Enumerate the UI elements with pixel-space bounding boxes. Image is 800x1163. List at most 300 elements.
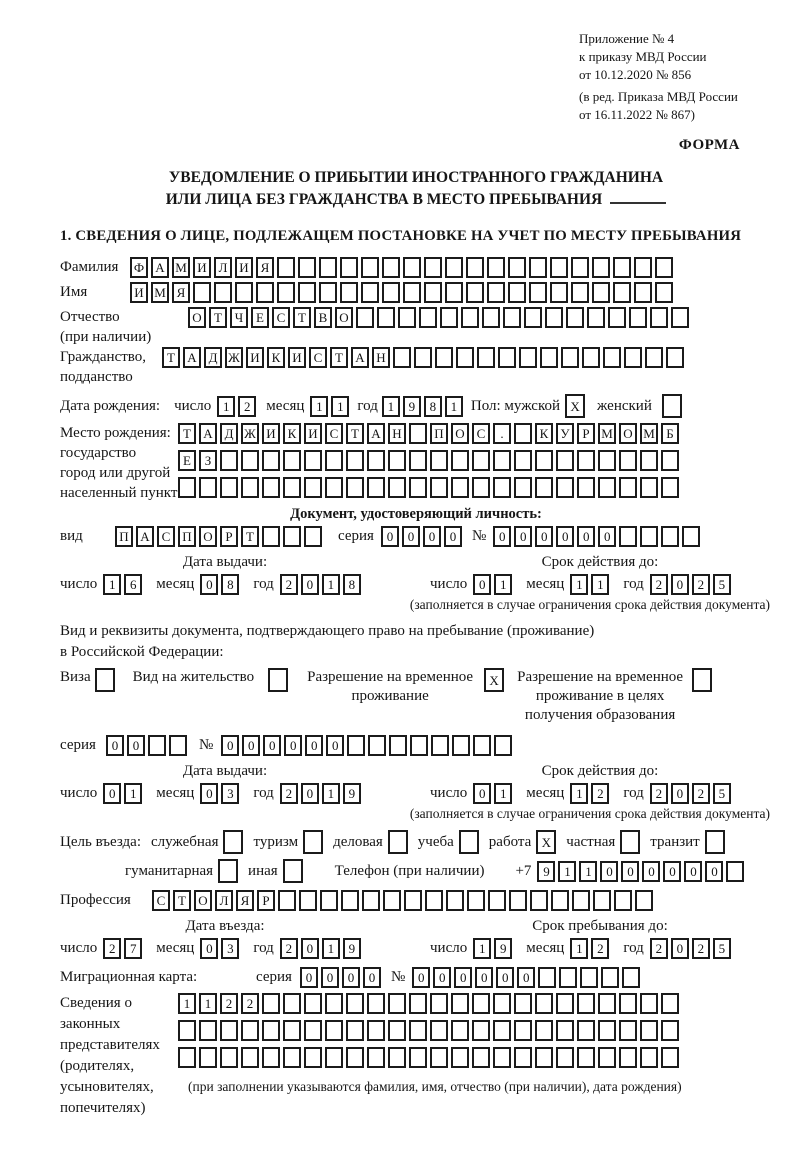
char-cell[interactable]: [409, 477, 427, 498]
char-cell[interactable]: У: [556, 423, 574, 444]
char-cell[interactable]: [347, 735, 365, 756]
char-cell[interactable]: [613, 282, 631, 303]
char-cell[interactable]: [572, 890, 590, 911]
char-cell[interactable]: [262, 1047, 280, 1068]
char-cell[interactable]: 1: [591, 574, 609, 595]
char-cell[interactable]: [148, 735, 166, 756]
male-checkbox[interactable]: X: [565, 394, 585, 418]
char-cell[interactable]: [346, 450, 364, 471]
char-cell[interactable]: Т: [330, 347, 348, 368]
char-cell[interactable]: [661, 450, 679, 471]
char-cell[interactable]: 0: [301, 574, 319, 595]
char-cell[interactable]: [425, 890, 443, 911]
representatives-row2-cells[interactable]: [178, 1020, 682, 1041]
char-cell[interactable]: [472, 993, 490, 1014]
char-cell[interactable]: [493, 450, 511, 471]
char-cell[interactable]: 1: [494, 574, 512, 595]
char-cell[interactable]: 0: [671, 938, 689, 959]
purpose-other-checkbox[interactable]: [283, 859, 303, 883]
char-cell[interactable]: [556, 450, 574, 471]
char-cell[interactable]: [640, 993, 658, 1014]
char-cell[interactable]: [241, 1047, 259, 1068]
char-cell[interactable]: [367, 450, 385, 471]
char-cell[interactable]: [277, 282, 295, 303]
char-cell[interactable]: [235, 282, 253, 303]
stay-month-cells[interactable]: [570, 938, 609, 959]
char-cell[interactable]: К: [267, 347, 285, 368]
char-cell[interactable]: 0: [642, 861, 660, 882]
char-cell[interactable]: П: [115, 526, 133, 547]
char-cell[interactable]: [509, 890, 527, 911]
char-cell[interactable]: 1: [103, 574, 121, 595]
char-cell[interactable]: [608, 307, 626, 328]
char-cell[interactable]: [445, 282, 463, 303]
char-cell[interactable]: 1: [322, 574, 340, 595]
char-cell[interactable]: С: [309, 347, 327, 368]
char-cell[interactable]: Т: [293, 307, 311, 328]
char-cell[interactable]: [524, 307, 542, 328]
patronymic-cells[interactable]: [188, 307, 689, 328]
char-cell[interactable]: 2: [692, 574, 710, 595]
char-cell[interactable]: [304, 450, 322, 471]
char-cell[interactable]: 1: [570, 574, 588, 595]
char-cell[interactable]: [283, 993, 301, 1014]
char-cell[interactable]: 9: [343, 783, 361, 804]
char-cell[interactable]: [598, 450, 616, 471]
char-cell[interactable]: [640, 1047, 658, 1068]
char-cell[interactable]: [283, 1020, 301, 1041]
char-cell[interactable]: [367, 1020, 385, 1041]
char-cell[interactable]: [571, 257, 589, 278]
char-cell[interactable]: [346, 1020, 364, 1041]
char-cell[interactable]: .: [493, 423, 511, 444]
char-cell[interactable]: [482, 307, 500, 328]
char-cell[interactable]: 0: [284, 735, 302, 756]
char-cell[interactable]: [514, 450, 532, 471]
char-cell[interactable]: [278, 890, 296, 911]
char-cell[interactable]: 0: [684, 861, 702, 882]
char-cell[interactable]: [409, 423, 427, 444]
char-cell[interactable]: 0: [326, 735, 344, 756]
char-cell[interactable]: [178, 477, 196, 498]
residence-permit-checkbox[interactable]: [268, 668, 288, 692]
char-cell[interactable]: [367, 993, 385, 1014]
char-cell[interactable]: [409, 1047, 427, 1068]
char-cell[interactable]: [299, 890, 317, 911]
char-cell[interactable]: 0: [600, 861, 618, 882]
char-cell[interactable]: [655, 257, 673, 278]
char-cell[interactable]: 2: [650, 783, 668, 804]
phone-cells[interactable]: [537, 861, 744, 882]
residence-issue-year-cells[interactable]: [280, 783, 361, 804]
char-cell[interactable]: Д: [220, 423, 238, 444]
char-cell[interactable]: [494, 735, 512, 756]
char-cell[interactable]: 2: [280, 783, 298, 804]
char-cell[interactable]: 1: [382, 396, 400, 417]
char-cell[interactable]: [559, 967, 577, 988]
char-cell[interactable]: 1: [124, 783, 142, 804]
char-cell[interactable]: [435, 347, 453, 368]
char-cell[interactable]: [169, 735, 187, 756]
char-cell[interactable]: [619, 450, 637, 471]
residence-validity-month-cells[interactable]: [570, 783, 609, 804]
char-cell[interactable]: 0: [598, 526, 616, 547]
char-cell[interactable]: [556, 993, 574, 1014]
char-cell[interactable]: О: [335, 307, 353, 328]
char-cell[interactable]: [634, 282, 652, 303]
char-cell[interactable]: 0: [402, 526, 420, 547]
char-cell[interactable]: А: [367, 423, 385, 444]
char-cell[interactable]: [726, 861, 744, 882]
char-cell[interactable]: И: [304, 423, 322, 444]
profession-cells[interactable]: [152, 890, 653, 911]
char-cell[interactable]: [382, 257, 400, 278]
char-cell[interactable]: [566, 307, 584, 328]
representatives-row1-cells[interactable]: [178, 993, 682, 1014]
char-cell[interactable]: О: [199, 526, 217, 547]
char-cell[interactable]: [577, 1047, 595, 1068]
char-cell[interactable]: [514, 1047, 532, 1068]
char-cell[interactable]: [619, 477, 637, 498]
char-cell[interactable]: [514, 993, 532, 1014]
char-cell[interactable]: А: [199, 423, 217, 444]
entry-month-cells[interactable]: [200, 938, 239, 959]
char-cell[interactable]: М: [172, 257, 190, 278]
char-cell[interactable]: [214, 282, 232, 303]
doc-kind-cells[interactable]: [115, 526, 322, 547]
char-cell[interactable]: С: [157, 526, 175, 547]
char-cell[interactable]: 0: [621, 861, 639, 882]
char-cell[interactable]: А: [136, 526, 154, 547]
char-cell[interactable]: [577, 993, 595, 1014]
char-cell[interactable]: М: [640, 423, 658, 444]
char-cell[interactable]: [514, 1020, 532, 1041]
char-cell[interactable]: [409, 1020, 427, 1041]
purpose-study-checkbox[interactable]: [459, 830, 479, 854]
char-cell[interactable]: Я: [256, 257, 274, 278]
char-cell[interactable]: [398, 307, 416, 328]
char-cell[interactable]: [178, 1020, 196, 1041]
char-cell[interactable]: [661, 993, 679, 1014]
char-cell[interactable]: 1: [473, 938, 491, 959]
char-cell[interactable]: [661, 1020, 679, 1041]
char-cell[interactable]: О: [619, 423, 637, 444]
char-cell[interactable]: [220, 1047, 238, 1068]
doc-validity-month-cells[interactable]: [570, 574, 609, 595]
char-cell[interactable]: 1: [217, 396, 235, 417]
char-cell[interactable]: [298, 282, 316, 303]
char-cell[interactable]: Е: [251, 307, 269, 328]
char-cell[interactable]: [550, 282, 568, 303]
char-cell[interactable]: 1: [178, 993, 196, 1014]
char-cell[interactable]: [430, 477, 448, 498]
char-cell[interactable]: 2: [591, 783, 609, 804]
char-cell[interactable]: 0: [493, 526, 511, 547]
char-cell[interactable]: Е: [178, 450, 196, 471]
char-cell[interactable]: [514, 423, 532, 444]
char-cell[interactable]: [580, 967, 598, 988]
char-cell[interactable]: 0: [221, 735, 239, 756]
char-cell[interactable]: 9: [537, 861, 555, 882]
char-cell[interactable]: И: [193, 257, 211, 278]
char-cell[interactable]: Ж: [241, 423, 259, 444]
purpose-transit-checkbox[interactable]: [705, 830, 725, 854]
char-cell[interactable]: 8: [221, 574, 239, 595]
char-cell[interactable]: [493, 993, 511, 1014]
char-cell[interactable]: [262, 1020, 280, 1041]
char-cell[interactable]: С: [472, 423, 490, 444]
char-cell[interactable]: [661, 526, 679, 547]
char-cell[interactable]: Б: [661, 423, 679, 444]
char-cell[interactable]: [319, 282, 337, 303]
char-cell[interactable]: Н: [372, 347, 390, 368]
char-cell[interactable]: А: [151, 257, 169, 278]
stay-year-cells[interactable]: [650, 938, 731, 959]
char-cell[interactable]: [403, 257, 421, 278]
char-cell[interactable]: 1: [558, 861, 576, 882]
visa-checkbox[interactable]: [95, 668, 115, 692]
char-cell[interactable]: [467, 890, 485, 911]
char-cell[interactable]: 0: [106, 735, 124, 756]
char-cell[interactable]: 1: [445, 396, 463, 417]
char-cell[interactable]: [561, 347, 579, 368]
char-cell[interactable]: М: [598, 423, 616, 444]
char-cell[interactable]: 0: [301, 938, 319, 959]
char-cell[interactable]: [451, 1020, 469, 1041]
char-cell[interactable]: Ж: [225, 347, 243, 368]
char-cell[interactable]: [619, 526, 637, 547]
char-cell[interactable]: Р: [220, 526, 238, 547]
char-cell[interactable]: [540, 347, 558, 368]
char-cell[interactable]: [461, 307, 479, 328]
char-cell[interactable]: [472, 1020, 490, 1041]
char-cell[interactable]: 0: [242, 735, 260, 756]
char-cell[interactable]: [340, 257, 358, 278]
char-cell[interactable]: 2: [220, 993, 238, 1014]
char-cell[interactable]: [325, 1020, 343, 1041]
char-cell[interactable]: [410, 735, 428, 756]
char-cell[interactable]: О: [194, 890, 212, 911]
char-cell[interactable]: 0: [200, 783, 218, 804]
char-cell[interactable]: [529, 257, 547, 278]
char-cell[interactable]: [304, 1020, 322, 1041]
char-cell[interactable]: [488, 890, 506, 911]
char-cell[interactable]: 1: [322, 938, 340, 959]
char-cell[interactable]: А: [183, 347, 201, 368]
char-cell[interactable]: [514, 477, 532, 498]
char-cell[interactable]: Т: [173, 890, 191, 911]
char-cell[interactable]: [456, 347, 474, 368]
char-cell[interactable]: [487, 282, 505, 303]
char-cell[interactable]: [220, 477, 238, 498]
char-cell[interactable]: Я: [172, 282, 190, 303]
char-cell[interactable]: [446, 890, 464, 911]
char-cell[interactable]: [640, 526, 658, 547]
char-cell[interactable]: [262, 993, 280, 1014]
char-cell[interactable]: [367, 477, 385, 498]
char-cell[interactable]: 0: [577, 526, 595, 547]
char-cell[interactable]: Л: [214, 257, 232, 278]
char-cell[interactable]: [377, 307, 395, 328]
char-cell[interactable]: [493, 477, 511, 498]
char-cell[interactable]: 0: [412, 967, 430, 988]
char-cell[interactable]: [661, 477, 679, 498]
char-cell[interactable]: З: [199, 450, 217, 471]
char-cell[interactable]: [493, 1020, 511, 1041]
char-cell[interactable]: 1: [331, 396, 349, 417]
char-cell[interactable]: [393, 347, 411, 368]
char-cell[interactable]: [466, 282, 484, 303]
char-cell[interactable]: [519, 347, 537, 368]
char-cell[interactable]: 0: [342, 967, 360, 988]
char-cell[interactable]: [241, 1020, 259, 1041]
char-cell[interactable]: [319, 257, 337, 278]
char-cell[interactable]: [535, 993, 553, 1014]
purpose-business-checkbox[interactable]: [388, 830, 408, 854]
char-cell[interactable]: О: [451, 423, 469, 444]
char-cell[interactable]: [577, 1020, 595, 1041]
char-cell[interactable]: Л: [215, 890, 233, 911]
char-cell[interactable]: [346, 993, 364, 1014]
char-cell[interactable]: [551, 890, 569, 911]
char-cell[interactable]: 0: [263, 735, 281, 756]
char-cell[interactable]: [262, 477, 280, 498]
char-cell[interactable]: [603, 347, 621, 368]
char-cell[interactable]: Д: [204, 347, 222, 368]
purpose-official-checkbox[interactable]: [223, 830, 243, 854]
char-cell[interactable]: 2: [241, 993, 259, 1014]
char-cell[interactable]: [199, 1047, 217, 1068]
char-cell[interactable]: 5: [713, 783, 731, 804]
temp-residence-checkbox[interactable]: X: [484, 668, 504, 692]
char-cell[interactable]: С: [152, 890, 170, 911]
char-cell[interactable]: [445, 257, 463, 278]
char-cell[interactable]: [629, 307, 647, 328]
residence-issue-day-cells[interactable]: [103, 783, 142, 804]
char-cell[interactable]: 2: [238, 396, 256, 417]
purpose-work-checkbox[interactable]: X: [536, 830, 556, 854]
char-cell[interactable]: [619, 1020, 637, 1041]
char-cell[interactable]: 0: [433, 967, 451, 988]
char-cell[interactable]: [550, 257, 568, 278]
char-cell[interactable]: А: [351, 347, 369, 368]
char-cell[interactable]: [388, 993, 406, 1014]
char-cell[interactable]: К: [283, 423, 301, 444]
char-cell[interactable]: [277, 257, 295, 278]
char-cell[interactable]: [419, 307, 437, 328]
char-cell[interactable]: [409, 993, 427, 1014]
char-cell[interactable]: 0: [475, 967, 493, 988]
char-cell[interactable]: [361, 282, 379, 303]
residence-validity-year-cells[interactable]: [650, 783, 731, 804]
char-cell[interactable]: [619, 1047, 637, 1068]
char-cell[interactable]: [508, 257, 526, 278]
char-cell[interactable]: [199, 477, 217, 498]
char-cell[interactable]: 0: [671, 783, 689, 804]
char-cell[interactable]: 1: [494, 783, 512, 804]
char-cell[interactable]: [220, 1020, 238, 1041]
char-cell[interactable]: Т: [178, 423, 196, 444]
char-cell[interactable]: [666, 347, 684, 368]
char-cell[interactable]: Я: [236, 890, 254, 911]
residence-number-cells[interactable]: [221, 735, 512, 756]
char-cell[interactable]: 0: [535, 526, 553, 547]
char-cell[interactable]: [383, 890, 401, 911]
char-cell[interactable]: [473, 735, 491, 756]
surname-cells[interactable]: [130, 257, 673, 278]
char-cell[interactable]: [430, 1047, 448, 1068]
char-cell[interactable]: 0: [300, 967, 318, 988]
migration-number-cells[interactable]: [412, 967, 640, 988]
char-cell[interactable]: 0: [663, 861, 681, 882]
char-cell[interactable]: [304, 477, 322, 498]
char-cell[interactable]: [362, 890, 380, 911]
char-cell[interactable]: [598, 1047, 616, 1068]
char-cell[interactable]: 6: [124, 574, 142, 595]
char-cell[interactable]: [451, 477, 469, 498]
char-cell[interactable]: [430, 1020, 448, 1041]
purpose-humanitarian-checkbox[interactable]: [218, 859, 238, 883]
char-cell[interactable]: [556, 1020, 574, 1041]
char-cell[interactable]: [346, 477, 364, 498]
char-cell[interactable]: [587, 307, 605, 328]
char-cell[interactable]: [582, 347, 600, 368]
char-cell[interactable]: 2: [280, 938, 298, 959]
char-cell[interactable]: [598, 993, 616, 1014]
char-cell[interactable]: [466, 257, 484, 278]
char-cell[interactable]: Ф: [130, 257, 148, 278]
char-cell[interactable]: 9: [403, 396, 421, 417]
entry-day-cells[interactable]: [103, 938, 142, 959]
char-cell[interactable]: 0: [671, 574, 689, 595]
name-cells[interactable]: [130, 282, 673, 303]
char-cell[interactable]: [325, 450, 343, 471]
representatives-row3-cells[interactable]: [178, 1047, 682, 1068]
char-cell[interactable]: 0: [517, 967, 535, 988]
char-cell[interactable]: [304, 1047, 322, 1068]
char-cell[interactable]: [430, 450, 448, 471]
char-cell[interactable]: Н: [388, 423, 406, 444]
char-cell[interactable]: [614, 890, 632, 911]
residence-validity-day-cells[interactable]: [473, 783, 512, 804]
char-cell[interactable]: [424, 282, 442, 303]
char-cell[interactable]: [193, 282, 211, 303]
char-cell[interactable]: [340, 282, 358, 303]
char-cell[interactable]: [320, 890, 338, 911]
char-cell[interactable]: 1: [579, 861, 597, 882]
char-cell[interactable]: [199, 1020, 217, 1041]
char-cell[interactable]: [682, 526, 700, 547]
char-cell[interactable]: С: [325, 423, 343, 444]
purpose-tourism-checkbox[interactable]: [303, 830, 323, 854]
char-cell[interactable]: [325, 993, 343, 1014]
char-cell[interactable]: 0: [556, 526, 574, 547]
char-cell[interactable]: 3: [221, 783, 239, 804]
char-cell[interactable]: [389, 735, 407, 756]
char-cell[interactable]: 1: [322, 783, 340, 804]
char-cell[interactable]: 0: [381, 526, 399, 547]
char-cell[interactable]: 2: [103, 938, 121, 959]
doc-issue-day-cells[interactable]: [103, 574, 142, 595]
char-cell[interactable]: [655, 282, 673, 303]
char-cell[interactable]: [256, 282, 274, 303]
char-cell[interactable]: 1: [310, 396, 328, 417]
doc-number-cells[interactable]: [493, 526, 700, 547]
char-cell[interactable]: [624, 347, 642, 368]
char-cell[interactable]: 0: [705, 861, 723, 882]
char-cell[interactable]: И: [246, 347, 264, 368]
char-cell[interactable]: [325, 1047, 343, 1068]
